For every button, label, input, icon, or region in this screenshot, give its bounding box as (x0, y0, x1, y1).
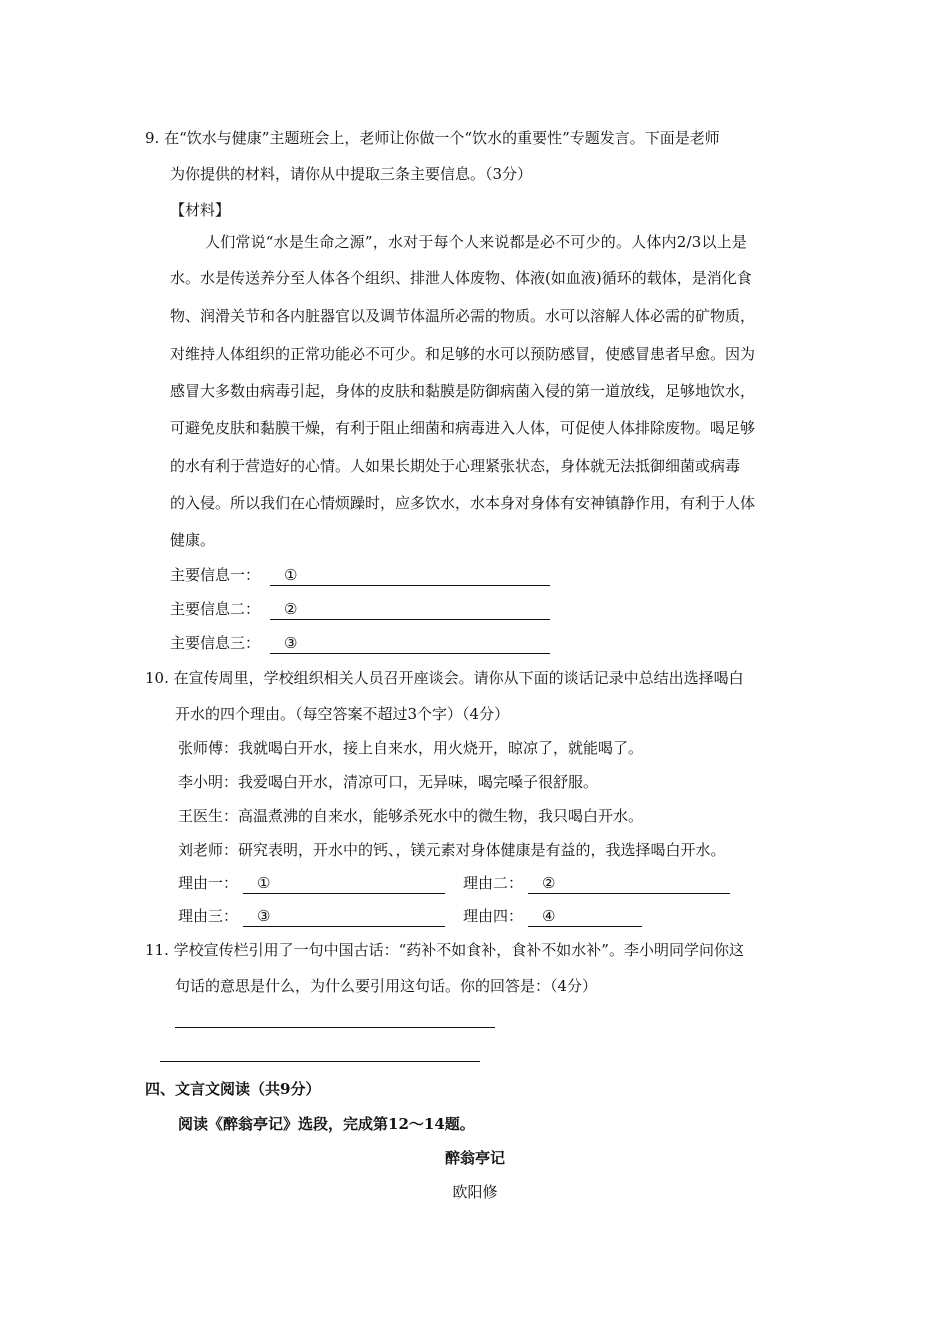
passage-title: 醉翁亭记 (444, 1149, 505, 1167)
dialogue-liu: 刘老师：研究表明，开水中的钙、，镁元素对身体健康是有益的，我选择喝白开水。 (178, 841, 726, 859)
material-line-7: 的水有利于营造好的心情。人如果长期处于心理紧张状态，身体就无法抵御细菌或病毒 (170, 457, 741, 475)
info-label-1: 主要信息一： (170, 566, 261, 584)
q11-answer-line-2[interactable] (160, 1041, 480, 1062)
info-answer-3[interactable]: ③ (270, 633, 550, 654)
info-label-2: 主要信息二： (170, 600, 261, 618)
dialogue-wang: 王医生：高温煮沸的自来水，能够杀死水中的微生物，我只喝白开水。 (178, 807, 644, 825)
q10-line-2: 开水的四个理由。（每空答案不超过3个字）（4分） (175, 705, 510, 723)
reason-label-1: 理由一： (178, 874, 239, 892)
q11-line-2: 句话的意思是什么，为什么要引用这句话。你的回答是：（4分） (175, 977, 598, 995)
material-line-5: 感冒大多数由病毒引起，身体的皮肤和黏膜是防御病菌入侵的第一道放线，足够地饮水， (170, 382, 756, 400)
dialogue-li: 李小明：我爱喝白开水，清凉可口，无异味，喝完嗓子很舒服。 (178, 773, 599, 791)
material-label: 【材料】 (170, 201, 231, 219)
section-heading: 四、文言文阅读（共9分） (145, 1080, 321, 1098)
reason-answer-4[interactable]: ④ (528, 906, 642, 927)
material-line-3: 物、润滑关节和各内脏器官以及调节体温所必需的物质。水可以溶解人体必需的矿物质， (170, 307, 756, 325)
reason-label-3: 理由三： (178, 907, 239, 925)
reason-answer-1[interactable]: ① (243, 873, 445, 894)
q9-line-2: 为你提供的材料，请你从中提取三条主要信息。（3分） (170, 165, 533, 183)
info-label-3: 主要信息三： (170, 634, 261, 652)
q10-line-1: 10. 在宣传周里，学校组织相关人员召开座谈会。请你从下面的谈话记录中总结出选择喝白 (145, 669, 744, 687)
material-line-4: 对维持人体组织的正常功能必不可少。和足够的水可以预防感冒，使感冒患者早愈。因为 (170, 345, 756, 363)
reason-answer-3[interactable]: ③ (243, 906, 445, 927)
reading-instruction: 阅读《醉翁亭记》选段，完成第12～14题。 (178, 1115, 475, 1133)
reason-label-4: 理由四： (463, 907, 524, 925)
q11-line-1: 11. 学校宣传栏引用了一句中国古话：“药补不如食补，食补不如水补”。李小明同学问你这 (145, 941, 744, 959)
material-line-9: 健康。 (170, 531, 216, 549)
dialogue-zhang: 张师傅：我就喝白开水，接上自来水，用火烧开，晾凉了，就能喝了。 (178, 739, 644, 757)
q9-line-1: 9. 在“饮水与健康”主题班会上，老师让你做一个“饮水的重要性”专题发言。下面是老师 (145, 129, 720, 147)
q11-answer-line-1[interactable] (175, 1007, 495, 1028)
material-line-1: 人们常说“水是生命之源”，水对于每个人来说都是必不可少的。人体内2/3以上是 (205, 233, 748, 251)
reason-answer-2[interactable]: ② (528, 873, 730, 894)
material-line-8: 的入侵。所以我们在心情烦躁时，应多饮水，水本身对身体有安神镇静作用，有利于人体 (170, 494, 756, 512)
reason-label-2: 理由二： (463, 874, 524, 892)
info-answer-1[interactable]: ① (270, 565, 550, 586)
info-answer-2[interactable]: ② (270, 599, 550, 620)
material-line-6: 可避免皮肤和黏膜干燥，有利于阻止细菌和病毒进入人体，可促使人体排除废物。喝足够 (170, 419, 756, 437)
passage-author: 欧阳修 (452, 1183, 498, 1201)
material-line-2: 水。水是传送养分至人体各个组织、排泄人体废物、体液(如血液)循环的载体，是消化食 (170, 269, 752, 287)
